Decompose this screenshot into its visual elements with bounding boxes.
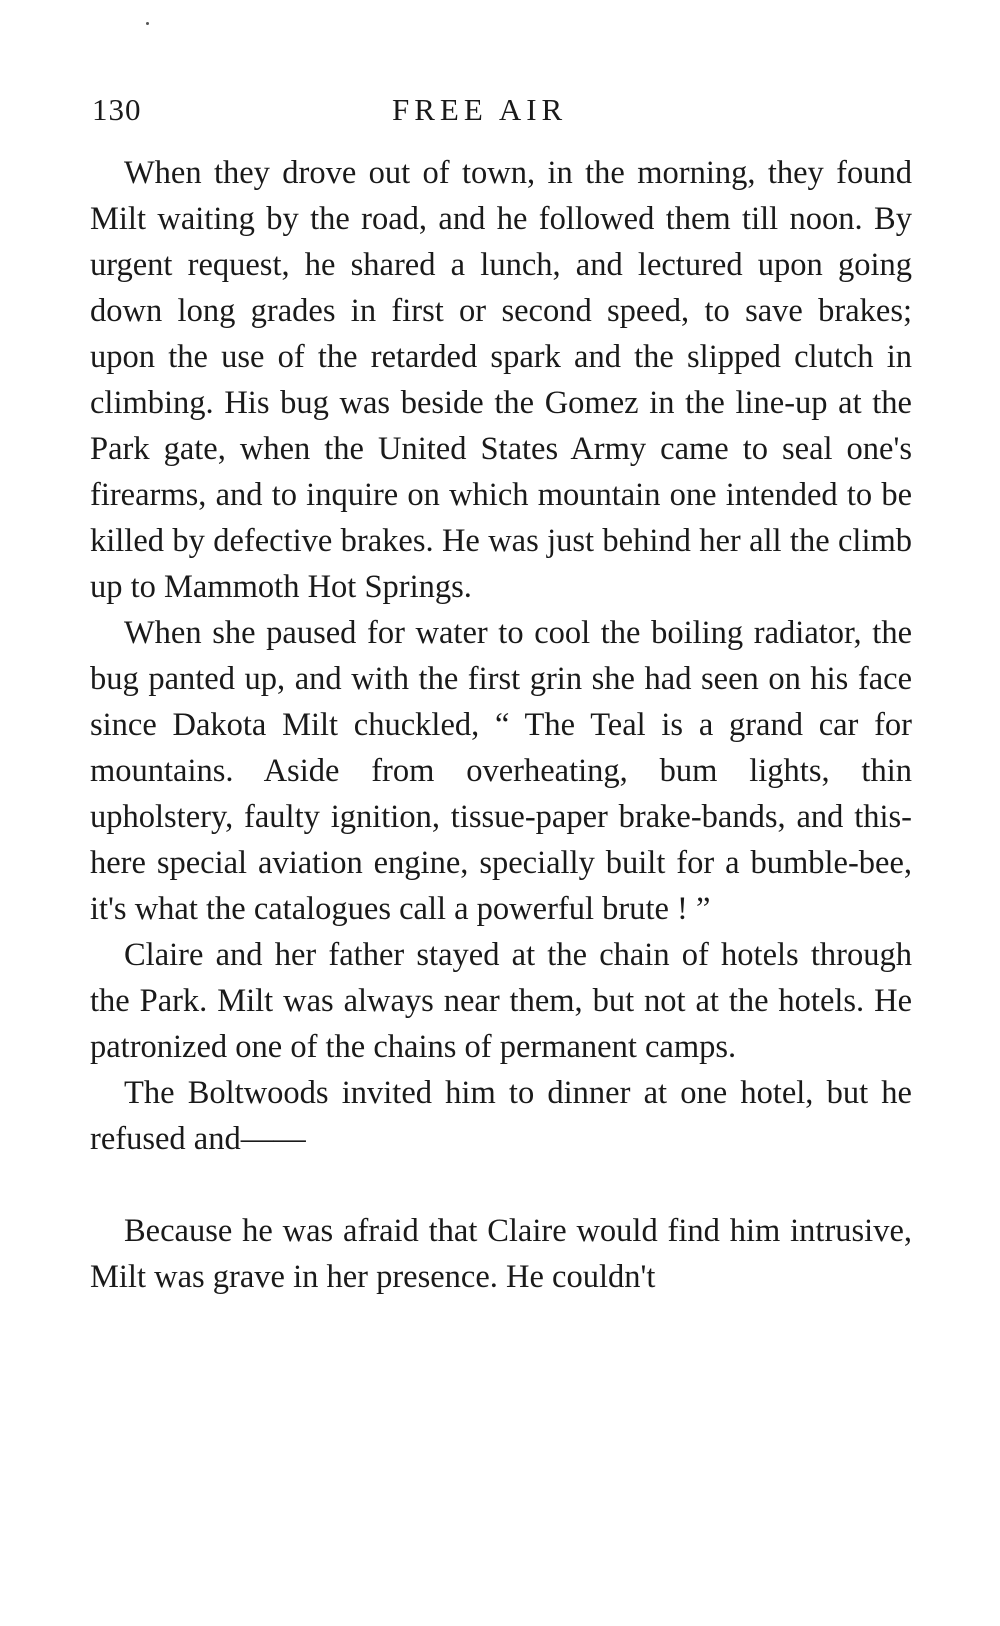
running-head [92, 88, 912, 132]
paragraph: The Boltwoods invited him to dinner at one hotel, but he refused and—— [90, 1075, 912, 1157]
paragraph: Claire and her father stayed at the chain of hotels through the Park. Milt was always near them, but not at the hotels. He patronized one of the chains of permanent camps. [90, 937, 912, 1065]
ink-speck [146, 22, 149, 25]
paragraph-after-section-break: Because he was afraid that Claire would find him intrusive, Milt was grave in her presence. He couldn't [90, 1213, 912, 1295]
page-number: 130 [92, 92, 142, 127]
paragraph: When she paused for water to cool the boiling radiator, the bug panted up, and with the first grin she had seen on his face since Dakota Milt chuckled, “ The Teal is a grand car for mountains. Aside from overheating, bum lights, thin upholstery, faulty ignition, tissue-paper brake-bands, and this-here special aviation engine, specially built for a bumble-bee, it's what the catalogues call a powerful brute ! ” [90, 615, 912, 927]
book-title: FREE AIR [392, 92, 568, 127]
body-text [90, 150, 912, 1300]
paragraph: When they drove out of town, in the morning, they found Milt waiting by the road, and he followed them till noon. By urgent request, he shared a lunch, and lectured upon going down long grades in first or second speed, to save brakes; upon the use of the retarded spark and the slipped clutch in climbing. His bug was beside the Gomez in the line-up at the Park gate, when the United States Army came to seal one's firearms, and to inquire on which mountain one intended to be killed by defective brakes. He was just behind her all the climb up to Mammoth Hot Springs. [90, 155, 912, 605]
